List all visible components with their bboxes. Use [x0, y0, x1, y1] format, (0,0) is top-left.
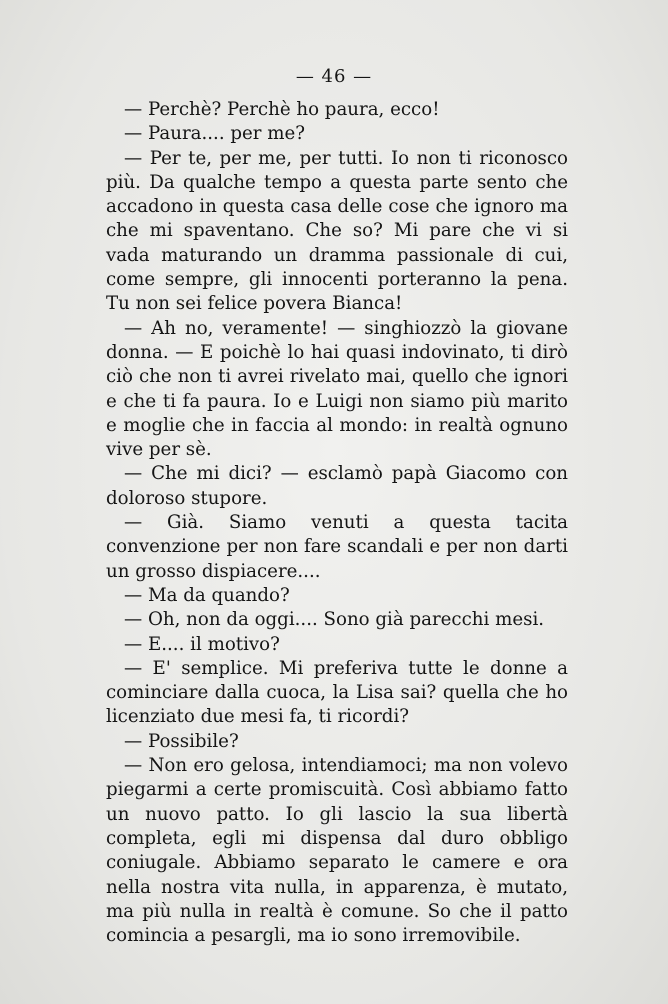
paragraph-7: — Ma da quando? — [124, 584, 290, 606]
paragraph-10: — E' semplice. Mi preferiva tutte le donne a cominciare dalla cuoca, la Lisa sai? quella che ho licenziato due mesi fa, ti ricordi? — [106, 657, 568, 728]
paragraph-5: — Che mi dici? — esclamò papà Giacomo con doloroso stupore. — [106, 463, 568, 509]
paragraph-6: — Già. Siamo venuti a questa tacita convenzione per non fare scandali e per non darti un grosso dispiacere.... — [106, 512, 568, 582]
paragraph-12: — Non ero gelosa, intendiamoci; ma non volevo piegarmi a certe promiscuità. Così abbiamo fatto un nuovo patto. Io gli lascio la sua libertà completa, egli mi dispensa dal duro obbligo coniugale. Abbiamo separato le camere e ora nella nostra vita nulla, in apparenza, è mutato, ma più nulla in realtà è comune. So che il patto comincia a pesargli, ma io sono irremovibile. — [106, 755, 568, 947]
paragraph-1: — Perchè? Perchè ho paura, ecco! — [124, 99, 440, 120]
paragraph-9: — E.... il motivo? — [124, 633, 280, 655]
paragraph-2: — Paura.... per me? — [124, 123, 306, 145]
paragraph-8: — Oh, non da oggi.... Sono già parecchi mesi. — [124, 609, 545, 631]
paragraph-4: — Ah no, veramente! — singhiozzò la giovane donna. — E poichè lo hai quasi indovinato, ti dirò ciò che non ti avrei rivelato mai, quello che ignori e che ti fa paura. Io e Luigi non siamo più marito e moglie che in faccia al mondo: in realtà ognuno vive per sè. — [106, 317, 568, 461]
paragraph-3: — Per te, per me, per tutti. Io non ti riconosco più. Da qualche tempo a questa parte sento che accadono in questa casa delle cose che ignoro ma che mi spaventano. Che so? Mi pare che vi si vada maturando un dramma passionale di cui, come sempre, gli innocenti porteranno la pena. Tu non sei felice povera Bianca! — [106, 147, 568, 315]
body-text — [106, 98, 568, 948]
paragraph-11: — Possibile? — [124, 730, 239, 752]
page-number: — 46 — — [295, 66, 373, 87]
